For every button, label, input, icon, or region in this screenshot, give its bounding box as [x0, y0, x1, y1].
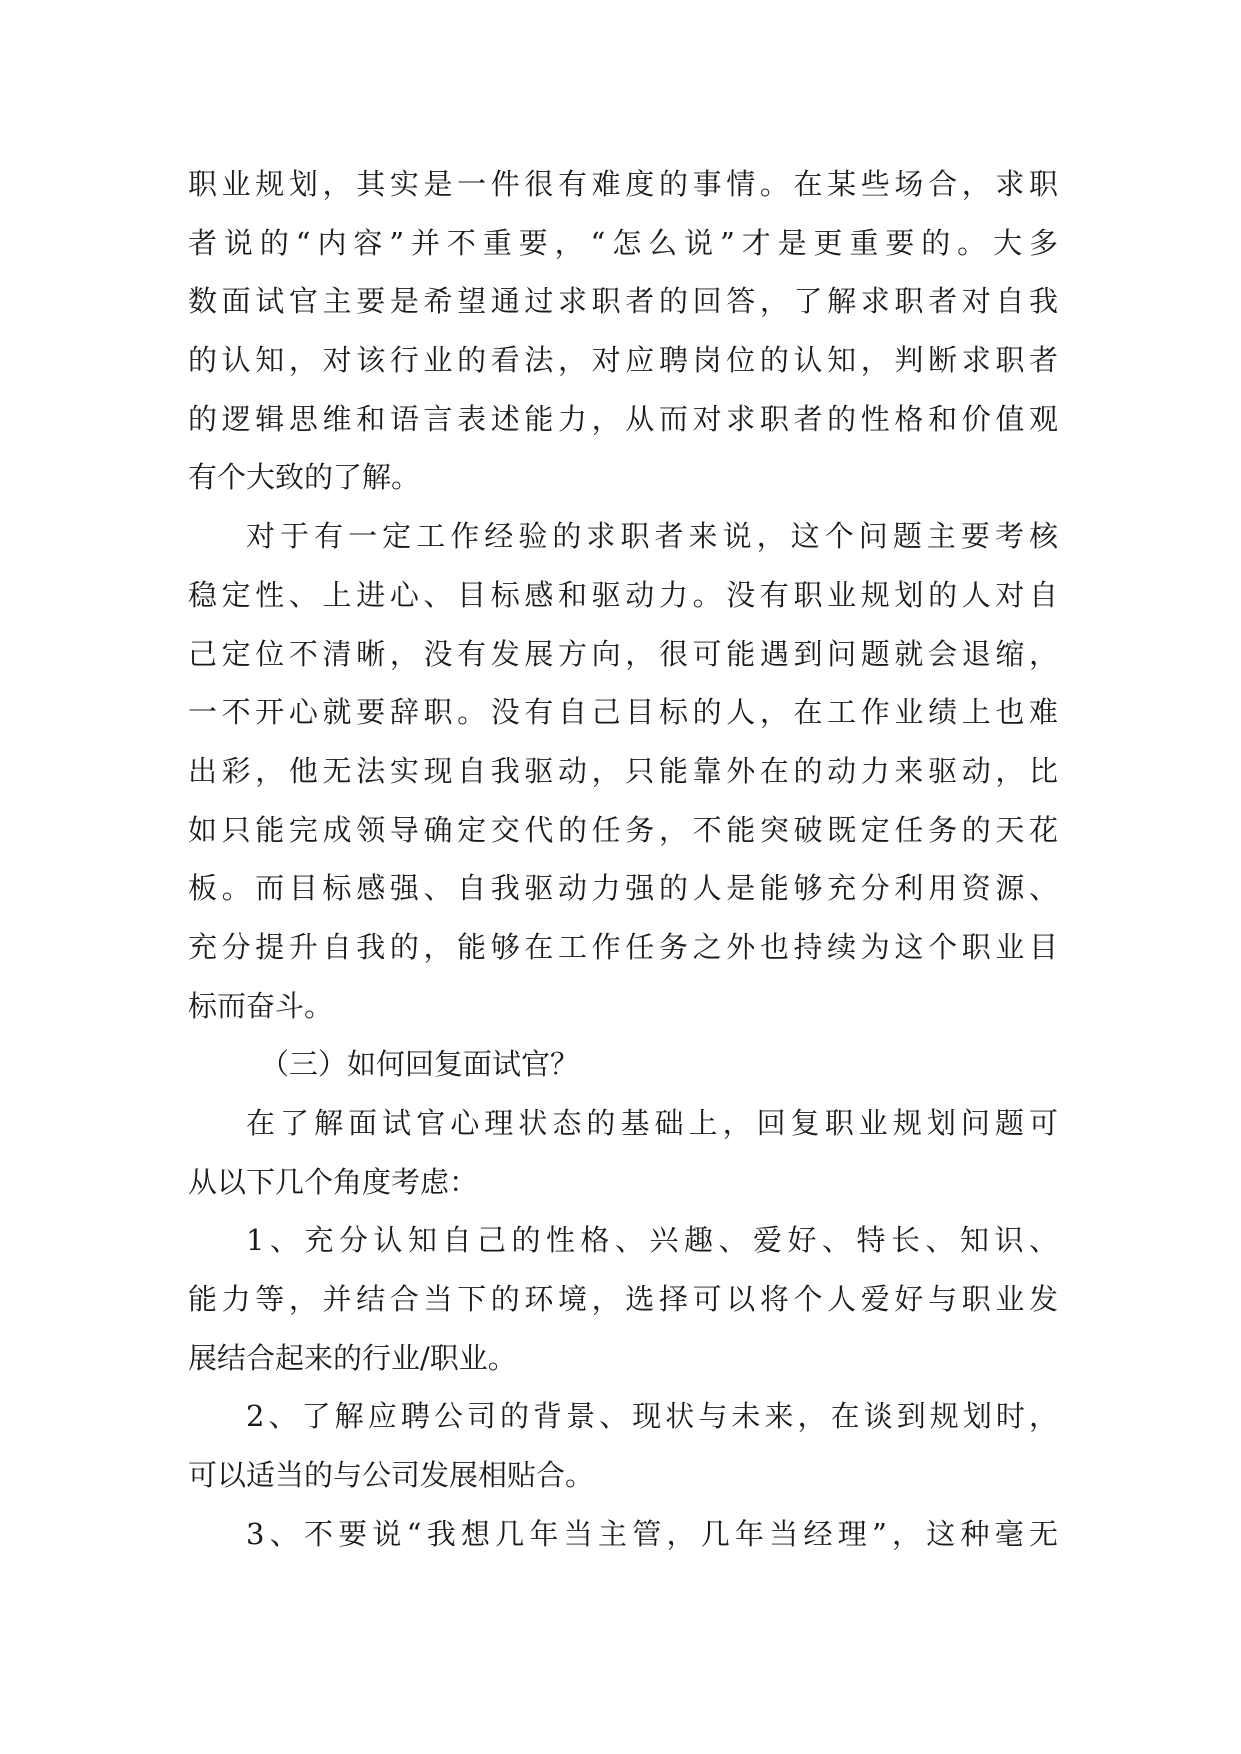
paragraph-1-line-3: 数面试官主要是希望通过求职者的回答，了解求职者对自我 [188, 284, 1058, 319]
list-item-3-line-1: 3、不要说“我想几年当主管，几年当经理”，这种毫无 [246, 1516, 1058, 1551]
list-item-1-line-2: 能力等，并结合当下的环境，选择可以将个人爱好与职业发 [188, 1282, 1058, 1317]
section-heading-3: （三）如何回复面试官？ [260, 1047, 580, 1082]
paragraph-2-line-2: 稳定性、上进心、目标感和驱动力。没有职业规划的人对自 [188, 577, 1058, 612]
paragraph-2-line-4: 一不开心就要辞职。没有自己目标的人，在工作业绩上也难 [188, 695, 1058, 730]
paragraph-2-line-9: 标而奋斗。 [188, 988, 334, 1023]
paragraph-2-line-7: 板。而目标感强、自我驱动力强的人是能够充分利用资源、 [188, 871, 1058, 906]
list-item-1-line-1: 1、充分认知自己的性格、兴趣、爱好、特长、知识、 [246, 1223, 1058, 1258]
paragraph-2-line-5: 出彩，他无法实现自我驱动，只能靠外在的动力来驱动，比 [188, 753, 1058, 788]
paragraph-2-line-3: 己定位不清晰，没有发展方向，很可能遇到问题就会退缩， [188, 636, 1058, 671]
paragraph-3-line-1: 在了解面试官心理状态的基础上，回复职业规划问题可 [246, 1106, 1058, 1140]
paragraph-1-line-1: 职业规划，其实是一件很有难度的事情。在某些场合，求职 [188, 167, 1058, 201]
paragraph-2-line-8: 充分提升自我的，能够在工作任务之外也持续为这个职业目 [188, 929, 1058, 964]
paragraph-1-line-2: 者说的“内容”并不重要，“怎么说”才是更重要的。大多 [188, 225, 1058, 260]
list-item-1-line-3: 展结合起来的行业/职业。 [188, 1340, 517, 1375]
paragraph-3-line-2: 从以下几个角度考虑： [188, 1164, 479, 1199]
paragraph-2-line-6: 如只能完成领导确定交代的任务，不能突破既定任务的天花 [188, 812, 1058, 847]
paragraph-1-line-5: 的逻辑思维和语言表述能力，从而对求职者的性格和价值观 [188, 401, 1058, 436]
paragraph-2-line-1: 对于有一定工作经验的求职者来说，这个问题主要考核 [246, 519, 1058, 554]
paragraph-1-line-6: 有个大致的了解。 [188, 460, 421, 495]
paragraph-1-line-4: 的认知，对该行业的看法，对应聘岗位的认知，判断求职者 [188, 343, 1058, 378]
list-item-2-line-1: 2、了解应聘公司的背景、现状与未来，在谈到规划时， [246, 1399, 1058, 1434]
document-body [188, 155, 1058, 1564]
list-item-2-line-2: 可以适当的与公司发展相贴合。 [188, 1458, 595, 1493]
